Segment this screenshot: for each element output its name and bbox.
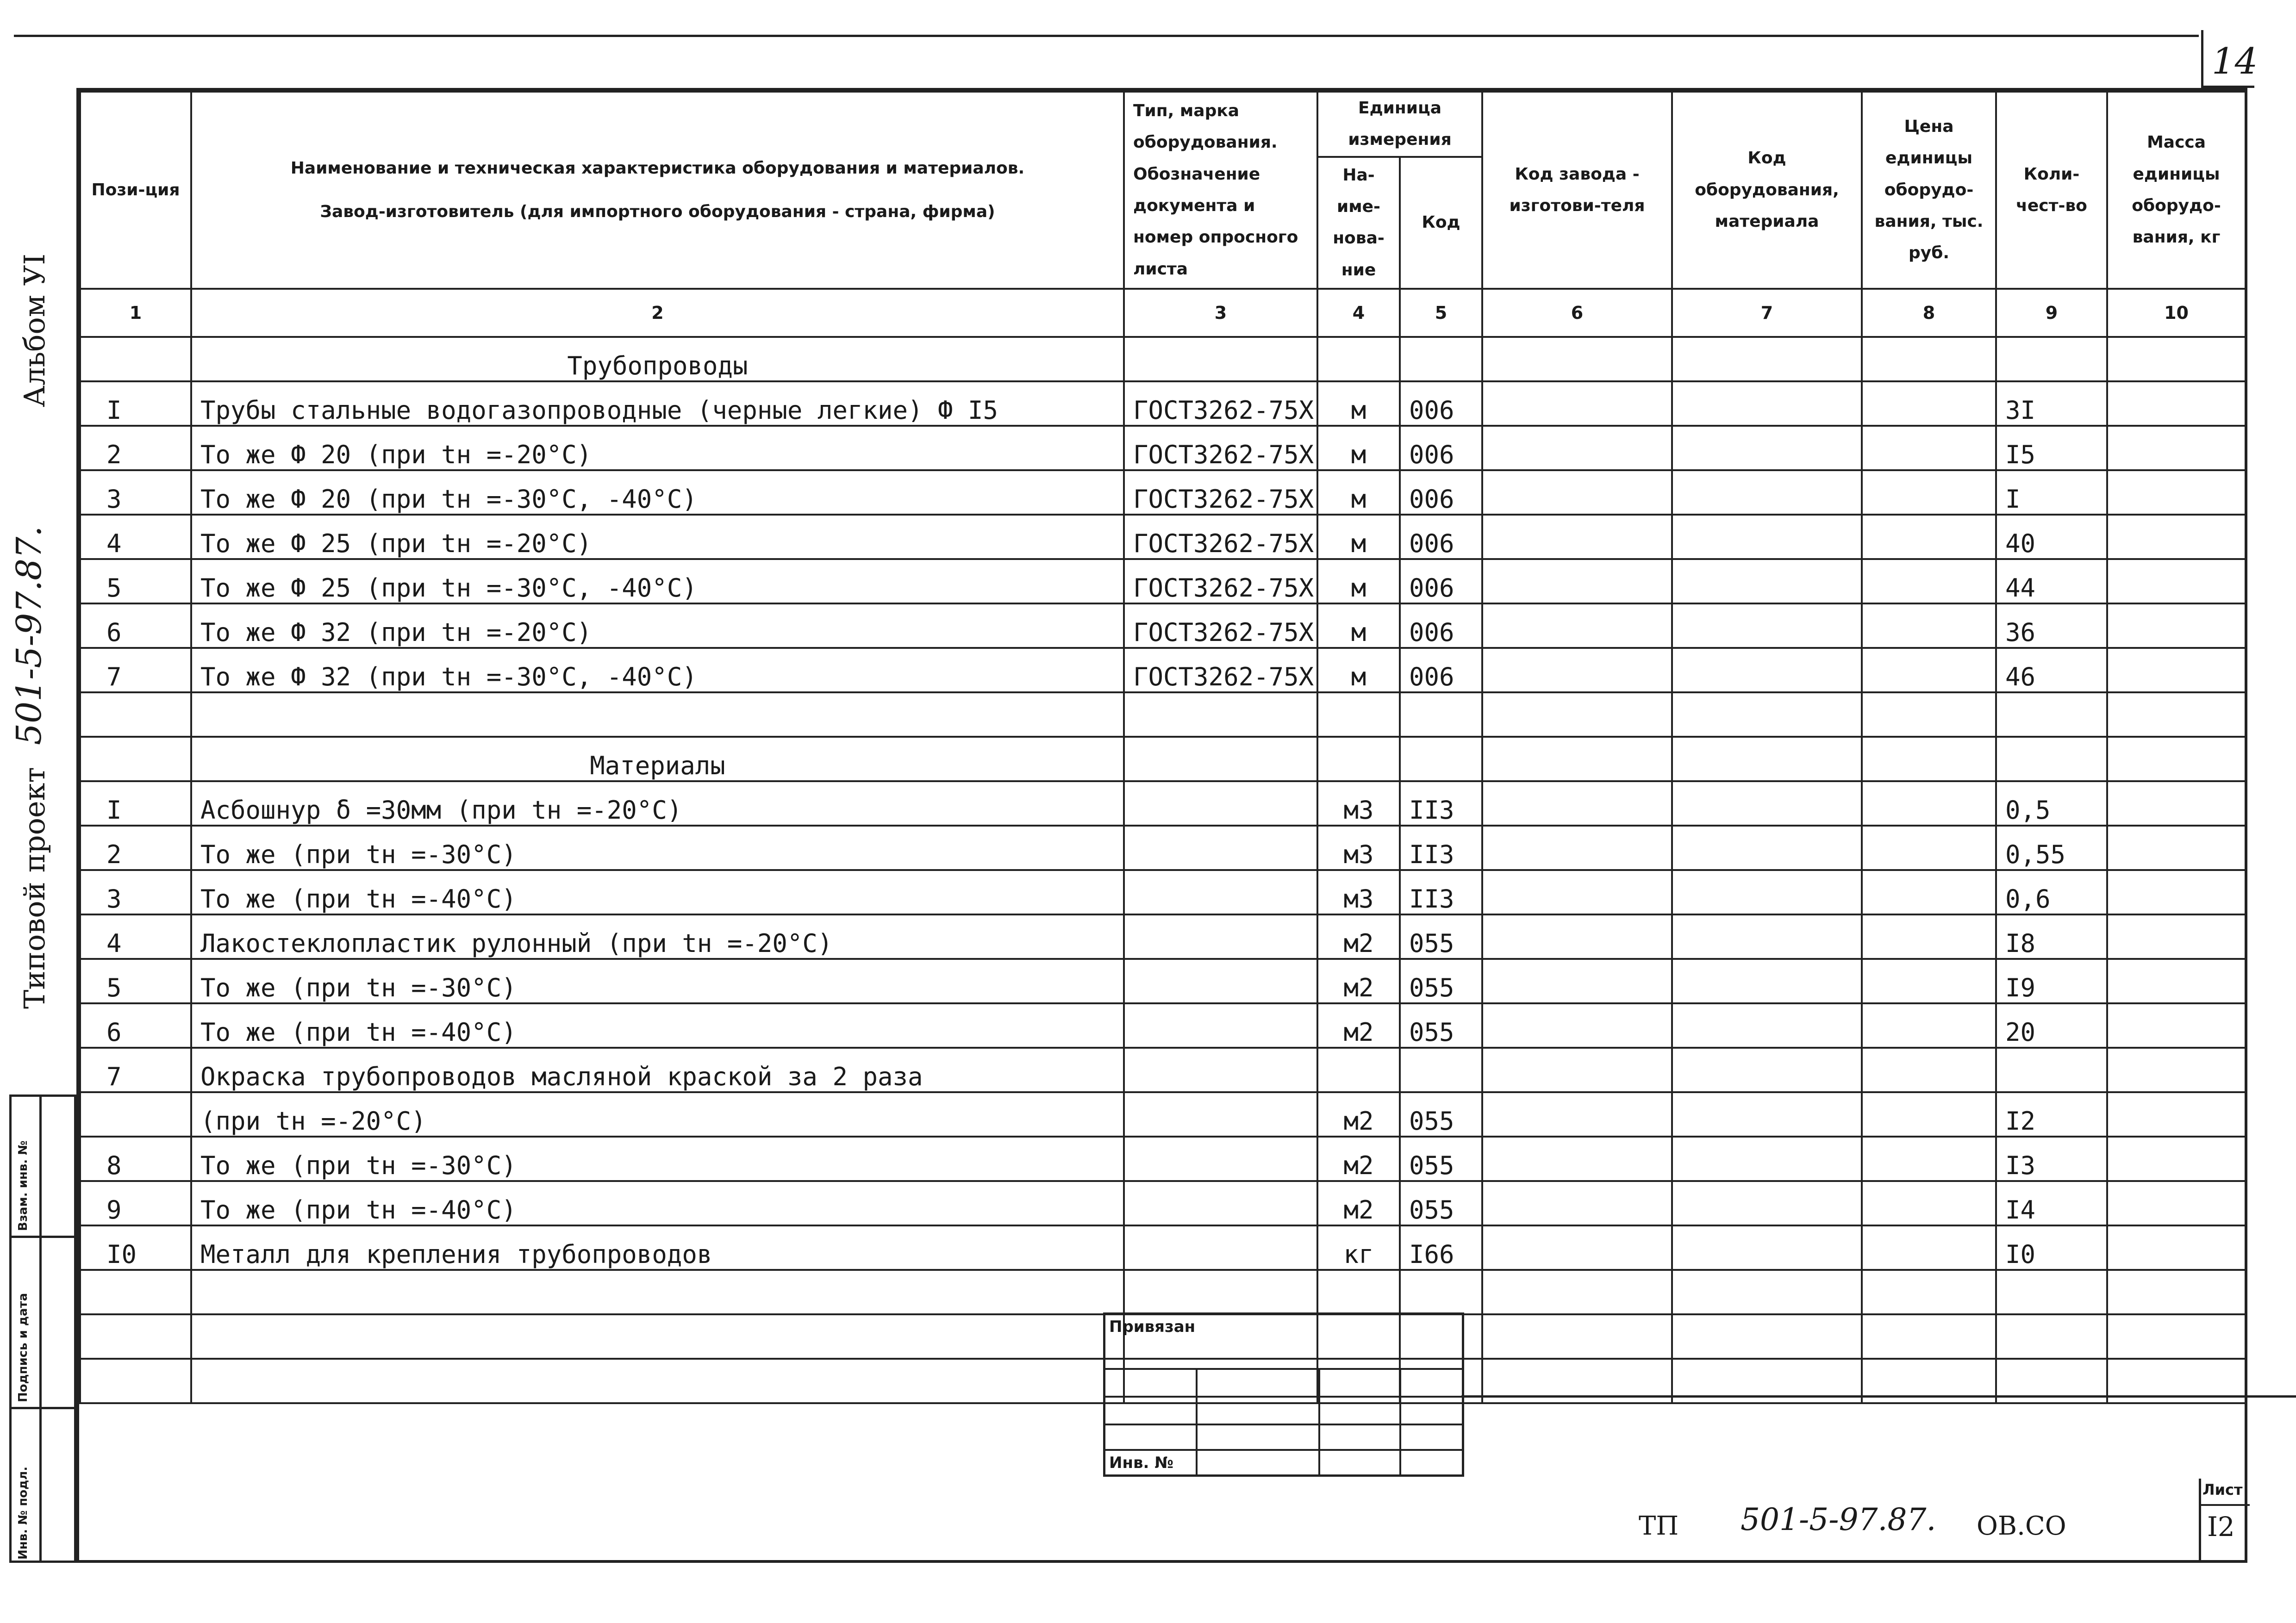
- row-unit-mass: [2107, 914, 2246, 959]
- row-unit-code: II3: [1400, 826, 1482, 870]
- column-number: 9: [1996, 289, 2107, 337]
- row-name: Трубы стальные водогазопроводные (черные легкие) Ф I5: [191, 381, 1124, 426]
- row-quantity: I0: [1996, 1225, 2107, 1270]
- table-row: [80, 1181, 2246, 1225]
- row-document: ГОСТ3262-75Х: [1124, 515, 1317, 559]
- row-name: То же Ф 32 (при tн =-20°С): [191, 603, 1124, 648]
- row-document: ГОСТ3262-75Х: [1124, 603, 1317, 648]
- row-quantity: [1996, 692, 2107, 737]
- row-factory-code: [1482, 914, 1672, 959]
- row-equipment-code: [1672, 1225, 1862, 1270]
- header-quantity: Коли-чест-во: [1996, 92, 2107, 289]
- row-position: 3: [80, 870, 191, 914]
- page-number-frame: [2201, 30, 2254, 88]
- row-unit-code: [1400, 337, 1482, 381]
- row-quantity: 0,6: [1996, 870, 2107, 914]
- row-unit-price: [1862, 470, 1996, 515]
- top-rule: [14, 35, 2199, 37]
- row-equipment-code: [1672, 381, 1862, 426]
- row-unit-code: 006: [1400, 648, 1482, 692]
- row-unit-name: м3: [1317, 826, 1400, 870]
- row-unit-price: [1862, 515, 1996, 559]
- row-unit-price: [1862, 692, 1996, 737]
- row-document: ГОСТ3262-75Х: [1124, 470, 1317, 515]
- row-unit-code: II3: [1400, 781, 1482, 826]
- row-name: То же (при tн =-40°С): [191, 1181, 1124, 1225]
- row-position: 4: [80, 914, 191, 959]
- row-unit-mass: [2107, 737, 2246, 781]
- table-row: [80, 559, 2246, 603]
- row-document: [1124, 1048, 1317, 1092]
- row-quantity: 0,5: [1996, 781, 2107, 826]
- stamp-label-signature: Подпись и дата: [16, 1293, 30, 1402]
- row-unit-mass: [2107, 648, 2246, 692]
- header-unit-mass: Масса единицы оборудо-вания, кг: [2107, 92, 2246, 289]
- column-number: 6: [1482, 289, 1672, 337]
- row-name: То же Ф 25 (при tн =-30°С, -40°С): [191, 559, 1124, 603]
- row-name: То же (при tн =-40°С): [191, 1003, 1124, 1048]
- row-unit-price: [1862, 337, 1996, 381]
- row-unit-mass: [2107, 1270, 2246, 1314]
- row-name: [191, 1314, 1124, 1359]
- row-document: [1124, 914, 1317, 959]
- row-quantity: [1996, 1314, 2107, 1359]
- row-factory-code: [1482, 737, 1672, 781]
- row-unit-mass: [2107, 959, 2246, 1003]
- row-unit-price: [1862, 381, 1996, 426]
- row-position: I0: [80, 1225, 191, 1270]
- header-name-line2: Завод-изготовитель (для импортного оборудования - страна, фирма): [320, 202, 995, 221]
- title-block-prefix: ТП: [1639, 1511, 1679, 1541]
- row-unit-name: [1317, 1270, 1400, 1314]
- row-unit-price: [1862, 603, 1996, 648]
- binding-block: [1103, 1312, 1464, 1477]
- row-quantity: 0,55: [1996, 826, 2107, 870]
- header-position: Пози-ция: [80, 92, 191, 289]
- approval-stamp: [9, 1094, 76, 1563]
- row-position: [80, 1270, 191, 1314]
- table-row: [80, 737, 2246, 781]
- row-position: [80, 692, 191, 737]
- table-row: [80, 870, 2246, 914]
- row-quantity: I4: [1996, 1181, 2107, 1225]
- table-row: [80, 959, 2246, 1003]
- row-document: [1124, 1270, 1317, 1314]
- row-unit-mass: [2107, 1048, 2246, 1092]
- row-unit-code: 055: [1400, 914, 1482, 959]
- row-quantity: 3I: [1996, 381, 2107, 426]
- row-quantity: [1996, 737, 2107, 781]
- row-equipment-code: [1672, 1181, 1862, 1225]
- row-unit-name: м: [1317, 515, 1400, 559]
- row-unit-code: 006: [1400, 515, 1482, 559]
- binding-inv-label: Инв. №: [1109, 1454, 1174, 1472]
- row-document: ГОСТ3262-75Х: [1124, 648, 1317, 692]
- row-factory-code: [1482, 426, 1672, 470]
- row-document: [1124, 692, 1317, 737]
- row-position: 6: [80, 1003, 191, 1048]
- row-quantity: I: [1996, 470, 2107, 515]
- row-unit-name: м2: [1317, 1092, 1400, 1137]
- row-position: 2: [80, 426, 191, 470]
- row-unit-price: [1862, 1003, 1996, 1048]
- table-row: [80, 781, 2246, 826]
- row-equipment-code: [1672, 959, 1862, 1003]
- row-factory-code: [1482, 470, 1672, 515]
- row-unit-price: [1862, 1092, 1996, 1137]
- row-name: Окраска трубопроводов масляной краской за 2 раза: [191, 1048, 1124, 1092]
- row-quantity: 46: [1996, 648, 2107, 692]
- header-unit-of-measure: Единица измерения: [1317, 92, 1482, 157]
- table-row: [80, 692, 2246, 737]
- row-factory-code: [1482, 781, 1672, 826]
- row-name: То же (при tн =-40°С): [191, 870, 1124, 914]
- row-unit-price: [1862, 826, 1996, 870]
- row-factory-code: [1482, 1225, 1672, 1270]
- row-position: 8: [80, 1137, 191, 1181]
- row-unit-mass: [2107, 381, 2246, 426]
- row-factory-code: [1482, 559, 1672, 603]
- row-name: [191, 692, 1124, 737]
- row-unit-name: кг: [1317, 1225, 1400, 1270]
- title-block-code: 501-5-97.87.: [1741, 1502, 1936, 1537]
- row-position: 7: [80, 648, 191, 692]
- row-unit-name: [1317, 337, 1400, 381]
- row-position: I: [80, 381, 191, 426]
- row-position: 5: [80, 559, 191, 603]
- row-equipment-code: [1672, 1048, 1862, 1092]
- row-factory-code: [1482, 1003, 1672, 1048]
- row-factory-code: [1482, 1092, 1672, 1137]
- row-equipment-code: [1672, 826, 1862, 870]
- row-position: [80, 1314, 191, 1359]
- row-name: Металл для крепления трубопроводов: [191, 1225, 1124, 1270]
- row-unit-code: [1400, 1048, 1482, 1092]
- row-equipment-code: [1672, 870, 1862, 914]
- row-unit-name: м: [1317, 603, 1400, 648]
- table-row: [80, 337, 2246, 381]
- column-number: 1: [80, 289, 191, 337]
- row-unit-name: м3: [1317, 781, 1400, 826]
- row-equipment-code: [1672, 1314, 1862, 1359]
- row-unit-price: [1862, 559, 1996, 603]
- row-quantity: 40: [1996, 515, 2107, 559]
- row-unit-price: [1862, 914, 1996, 959]
- table-row: [80, 470, 2246, 515]
- row-name: То же Ф 25 (при tн =-20°С): [191, 515, 1124, 559]
- row-name: Лакостеклопластик рулонный (при tн =-20°С): [191, 914, 1124, 959]
- row-unit-code: 006: [1400, 470, 1482, 515]
- page-number: 14: [2212, 41, 2258, 82]
- row-unit-price: [1862, 737, 1996, 781]
- row-position: [80, 1359, 191, 1403]
- column-number: 2: [191, 289, 1124, 337]
- row-name: Асбошнур δ =30мм (при tн =-20°С): [191, 781, 1124, 826]
- row-unit-mass: [2107, 603, 2246, 648]
- column-number: 7: [1672, 289, 1862, 337]
- row-unit-price: [1862, 648, 1996, 692]
- row-unit-mass: [2107, 426, 2246, 470]
- row-unit-mass: [2107, 1314, 2246, 1359]
- header-name-line1: Наименование и техническая характеристика оборудования и материалов.: [290, 159, 1025, 178]
- row-unit-code: 006: [1400, 426, 1482, 470]
- row-unit-mass: [2107, 470, 2246, 515]
- row-document: [1124, 1092, 1317, 1137]
- row-document: [1124, 826, 1317, 870]
- row-document: ГОСТ3262-75Х: [1124, 381, 1317, 426]
- row-unit-name: м: [1317, 559, 1400, 603]
- row-quantity: I2: [1996, 1092, 2107, 1137]
- row-unit-code: 055: [1400, 1003, 1482, 1048]
- column-number: 5: [1400, 289, 1482, 337]
- row-quantity: [1996, 337, 2107, 381]
- row-unit-code: 006: [1400, 603, 1482, 648]
- row-quantity: 36: [1996, 603, 2107, 648]
- header-unit-price: Цена единицы оборудо-вания, тыс. руб.: [1862, 92, 1996, 289]
- row-unit-price: [1862, 959, 1996, 1003]
- row-unit-price: [1862, 1181, 1996, 1225]
- row-unit-name: [1317, 737, 1400, 781]
- row-quantity: I5: [1996, 426, 2107, 470]
- header-equipment-code: Код оборудования, материала: [1672, 92, 1862, 289]
- row-unit-code: 055: [1400, 1092, 1482, 1137]
- row-unit-name: м2: [1317, 914, 1400, 959]
- row-equipment-code: [1672, 337, 1862, 381]
- table-row: [80, 1225, 2246, 1270]
- row-name: То же (при tн =-30°С): [191, 1137, 1124, 1181]
- row-unit-code: II3: [1400, 870, 1482, 914]
- row-quantity: 44: [1996, 559, 2107, 603]
- column-number: 8: [1862, 289, 1996, 337]
- row-name: [191, 1270, 1124, 1314]
- row-document: [1124, 959, 1317, 1003]
- row-position: 4: [80, 515, 191, 559]
- row-factory-code: [1482, 692, 1672, 737]
- sheet-label: Лист: [2202, 1481, 2243, 1499]
- row-unit-price: [1862, 1314, 1996, 1359]
- row-unit-price: [1862, 1137, 1996, 1181]
- row-unit-code: 055: [1400, 959, 1482, 1003]
- row-position: [80, 1092, 191, 1137]
- row-name: То же (при tн =-30°С): [191, 826, 1124, 870]
- row-position: 5: [80, 959, 191, 1003]
- row-factory-code: [1482, 870, 1672, 914]
- row-position: I: [80, 781, 191, 826]
- row-position: 3: [80, 470, 191, 515]
- table-row: [80, 381, 2246, 426]
- row-document: [1124, 781, 1317, 826]
- row-unit-code: I66: [1400, 1225, 1482, 1270]
- row-factory-code: [1482, 1314, 1672, 1359]
- table-row: [80, 1003, 2246, 1048]
- stamp-label-vzam: Взам. инв. №: [16, 1140, 30, 1231]
- row-factory-code: [1482, 1137, 1672, 1181]
- row-unit-name: [1317, 692, 1400, 737]
- row-unit-name: м2: [1317, 959, 1400, 1003]
- row-name: То же (при tн =-30°С): [191, 959, 1124, 1003]
- row-unit-name: м2: [1317, 1181, 1400, 1225]
- row-unit-code: 006: [1400, 559, 1482, 603]
- title-block-doc: ОВ.СО: [1977, 1511, 2066, 1541]
- row-unit-code: [1400, 737, 1482, 781]
- row-name: [191, 1359, 1124, 1403]
- row-unit-mass: [2107, 559, 2246, 603]
- row-unit-price: [1862, 426, 1996, 470]
- specification-table: [79, 91, 2246, 1404]
- table-row: [80, 1048, 2246, 1092]
- row-position: [80, 337, 191, 381]
- row-unit-code: [1400, 1270, 1482, 1314]
- table-row: [80, 826, 2246, 870]
- row-unit-mass: [2107, 1225, 2246, 1270]
- row-name: То же Ф 32 (при tн =-30°С, -40°С): [191, 648, 1124, 692]
- row-unit-price: [1862, 781, 1996, 826]
- row-unit-price: [1862, 1048, 1996, 1092]
- row-position: 2: [80, 826, 191, 870]
- row-quantity: I8: [1996, 914, 2107, 959]
- row-unit-mass: [2107, 1003, 2246, 1048]
- column-number: 10: [2107, 289, 2246, 337]
- row-name: Трубопроводы: [191, 337, 1124, 381]
- document-frame: [76, 88, 2247, 1563]
- row-equipment-code: [1672, 1003, 1862, 1048]
- row-equipment-code: [1672, 648, 1862, 692]
- row-unit-mass: [2107, 337, 2246, 381]
- binding-title: Привязан: [1109, 1318, 1196, 1336]
- row-unit-mass: [2107, 826, 2246, 870]
- row-unit-name: м: [1317, 648, 1400, 692]
- table-row: [80, 1092, 2246, 1137]
- row-equipment-code: [1672, 1270, 1862, 1314]
- row-equipment-code: [1672, 781, 1862, 826]
- row-position: 9: [80, 1181, 191, 1225]
- row-document: [1124, 337, 1317, 381]
- row-unit-name: м2: [1317, 1137, 1400, 1181]
- row-quantity: [1996, 1270, 2107, 1314]
- row-document: [1124, 1225, 1317, 1270]
- row-factory-code: [1482, 959, 1672, 1003]
- row-name: (при tн =-20°С): [191, 1092, 1124, 1137]
- row-unit-mass: [2107, 1181, 2246, 1225]
- row-equipment-code: [1672, 1137, 1862, 1181]
- row-document: ГОСТ3262-75Х: [1124, 559, 1317, 603]
- table-row: [80, 914, 2246, 959]
- row-equipment-code: [1672, 1092, 1862, 1137]
- row-quantity: I3: [1996, 1137, 2107, 1181]
- row-unit-name: м2: [1317, 1003, 1400, 1048]
- stamp-label-orig: Инв. № подл.: [16, 1466, 30, 1560]
- row-unit-price: [1862, 870, 1996, 914]
- row-equipment-code: [1672, 426, 1862, 470]
- row-quantity: I9: [1996, 959, 2107, 1003]
- column-number: 4: [1317, 289, 1400, 337]
- table-row: [80, 1270, 2246, 1314]
- row-unit-mass: [2107, 1137, 2246, 1181]
- row-unit-code: 055: [1400, 1181, 1482, 1225]
- row-factory-code: [1482, 1270, 1672, 1314]
- row-unit-mass: [2107, 781, 2246, 826]
- row-factory-code: [1482, 1048, 1672, 1092]
- row-factory-code: [1482, 603, 1672, 648]
- row-document: [1124, 870, 1317, 914]
- row-equipment-code: [1672, 603, 1862, 648]
- row-position: [80, 737, 191, 781]
- row-quantity: 20: [1996, 1003, 2107, 1048]
- row-unit-code: 006: [1400, 381, 1482, 426]
- table-row: [80, 1137, 2246, 1181]
- header-unit-code: Код: [1400, 157, 1482, 289]
- row-factory-code: [1482, 826, 1672, 870]
- table-row: [80, 426, 2246, 470]
- row-document: [1124, 1181, 1317, 1225]
- row-factory-code: [1482, 337, 1672, 381]
- row-factory-code: [1482, 381, 1672, 426]
- row-factory-code: [1482, 1181, 1672, 1225]
- side-label-code: 501-5-97.87.: [9, 526, 49, 745]
- row-equipment-code: [1672, 737, 1862, 781]
- row-factory-code: [1482, 515, 1672, 559]
- row-document: [1124, 737, 1317, 781]
- column-number: 3: [1124, 289, 1317, 337]
- row-unit-code: [1400, 692, 1482, 737]
- row-equipment-code: [1672, 515, 1862, 559]
- row-equipment-code: [1672, 559, 1862, 603]
- row-equipment-code: [1672, 470, 1862, 515]
- table-row: [80, 603, 2246, 648]
- row-factory-code: [1482, 648, 1672, 692]
- row-unit-mass: [2107, 870, 2246, 914]
- row-unit-mass: [2107, 692, 2246, 737]
- row-unit-name: м: [1317, 426, 1400, 470]
- table-row: [80, 515, 2246, 559]
- row-position: 6: [80, 603, 191, 648]
- row-quantity: [1996, 1048, 2107, 1092]
- row-unit-mass: [2107, 515, 2246, 559]
- header-factory-code: Код завода - изготови-теля: [1482, 92, 1672, 289]
- header-unit-name: На-име-нова-ние: [1317, 157, 1400, 289]
- row-document: [1124, 1003, 1317, 1048]
- side-label-album: Альбом УI: [18, 254, 51, 407]
- row-name: То же Ф 20 (при tн =-20°С): [191, 426, 1124, 470]
- header-name: [191, 92, 1124, 289]
- row-position: 7: [80, 1048, 191, 1092]
- row-equipment-code: [1672, 692, 1862, 737]
- row-equipment-code: [1672, 914, 1862, 959]
- row-unit-code: 055: [1400, 1137, 1482, 1181]
- row-unit-price: [1862, 1225, 1996, 1270]
- row-unit-name: м: [1317, 381, 1400, 426]
- row-unit-name: [1317, 1048, 1400, 1092]
- table-row: [80, 648, 2246, 692]
- row-unit-name: м3: [1317, 870, 1400, 914]
- row-unit-name: м: [1317, 470, 1400, 515]
- side-label-type: Типовой проект: [18, 767, 51, 1009]
- row-unit-price: [1862, 1270, 1996, 1314]
- row-unit-mass: [2107, 1092, 2246, 1137]
- row-document: ГОСТ3262-75Х: [1124, 426, 1317, 470]
- header-type-doc: Тип, марка оборудования. Обозначение документа и номер опросного листа: [1124, 92, 1317, 289]
- sheet-number: I2: [2207, 1511, 2235, 1542]
- row-document: [1124, 1137, 1317, 1181]
- row-name: То же Ф 20 (при tн =-30°С, -40°С): [191, 470, 1124, 515]
- row-name: Материалы: [191, 737, 1124, 781]
